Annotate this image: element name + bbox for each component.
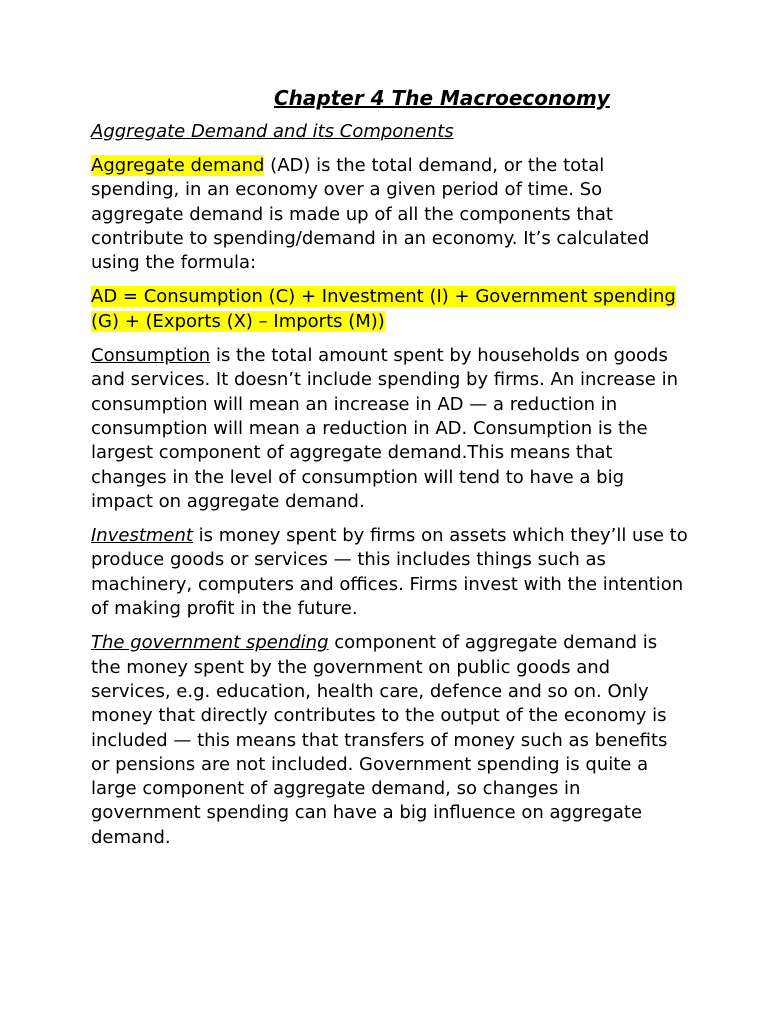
investment-text: is money spent by firms on assets which they’ll use to produce goods or services — this includes things such as machinery, computers and offices. Firms invest with the intention of making profit in the future. (91, 525, 688, 620)
section-subtitle: Aggregate Demand and its Components (91, 121, 454, 142)
government-spending-paragraph (91, 631, 691, 850)
investment-term: Investment (91, 525, 193, 547)
aggregate-demand-paragraph (91, 154, 691, 275)
aggregate-demand-term: Aggregate demand (91, 155, 265, 176)
government-spending-term: The government spending (91, 632, 329, 654)
investment-paragraph (91, 524, 691, 621)
aggregate-demand-text: (AD) is the total demand, or the total spending, in an economy over a given period of time. So aggregate demand is made up of all the components that contribute to spending/demand in an economy. It’s calculated using the formula: (91, 155, 650, 274)
consumption-term: Consumption (91, 345, 211, 367)
ad-formula: AD = Consumption (C) + Investment (I) + Government spending (G) + (Exports (X) – Imports (M)) (91, 286, 676, 332)
formula-paragraph (91, 285, 691, 334)
document-page (91, 84, 691, 850)
government-spending-text: component of aggregate demand is the money spent by the government on public goods and services, e.g. education, health care, defence and so on. Only money that directly contributes to the output of the economy is included — this means that transfers of money such as benefits or pensions are not included. Government spending is quite a large component of aggregate demand, so changes in government spending can have a big influence on aggregate demand. (91, 632, 668, 848)
consumption-paragraph (91, 344, 691, 514)
consumption-text: is the total amount spent by households on goods and services. It doesn’t include spending by firms. An increase in consumption will mean an increase in AD — a reduction in consumption will mean a reduction in AD. Consumption is the largest component of aggregate demand.This means that changes in the level of consumption will tend to have a big impact on aggregate demand. (91, 345, 678, 512)
chapter-title: Chapter 4 The Macroeconomy (274, 86, 610, 110)
